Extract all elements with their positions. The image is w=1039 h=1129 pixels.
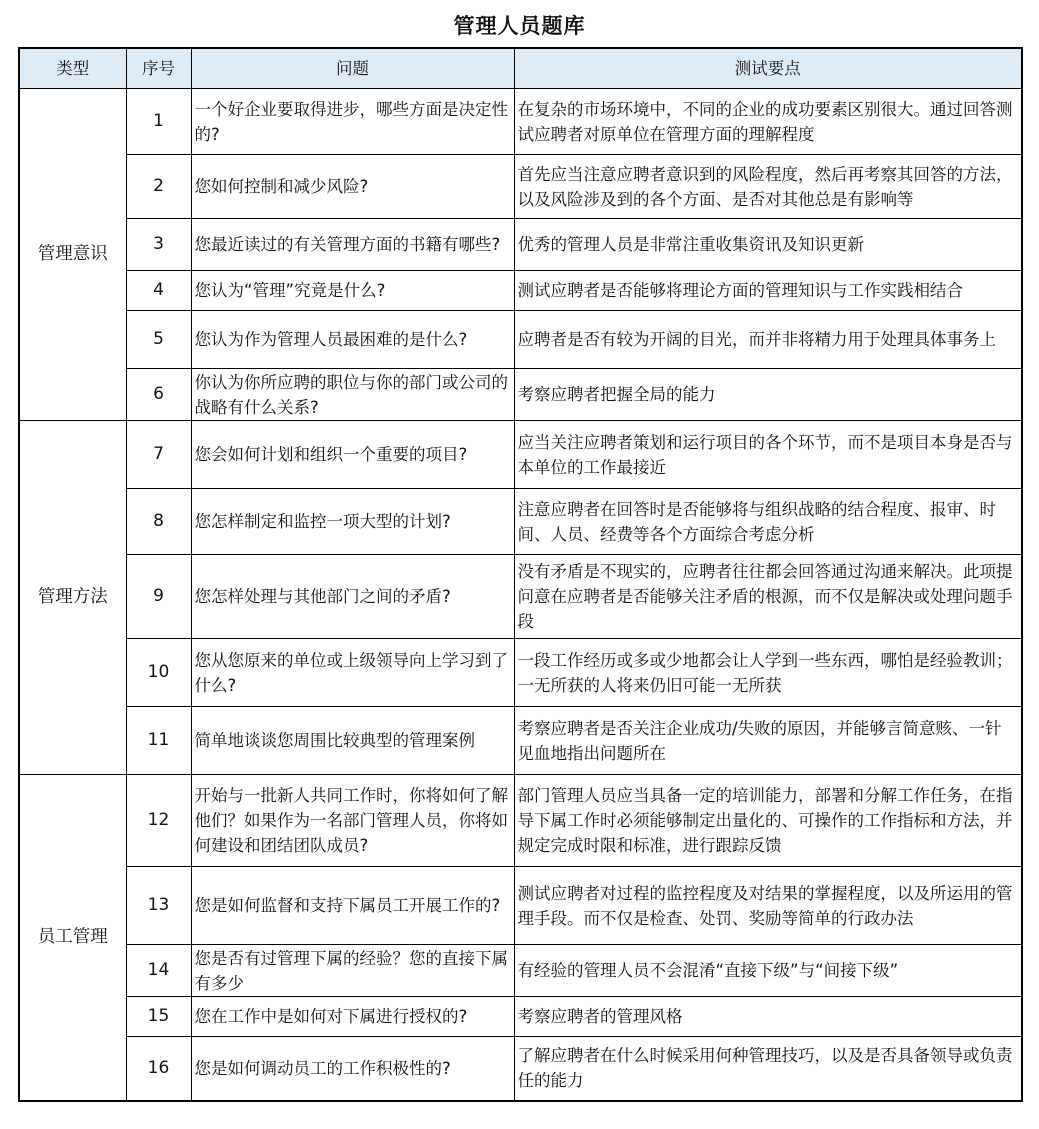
question-cell: 您怎样处理与其他部门之间的矛盾? bbox=[191, 555, 514, 639]
question-cell: 您在工作中是如何对下属进行授权的? bbox=[191, 997, 514, 1037]
test-point-cell: 考察应聘者是否关注企业成功/失败的原因，并能够言简意赅、一针见血地指出问题所在 bbox=[514, 707, 1022, 775]
row-number: 11 bbox=[126, 707, 191, 775]
question-bank-table bbox=[18, 47, 1023, 1102]
test-point-cell: 首先应当注意应聘者意识到的风险程度，然后再考察其回答的方法，以及风险涉及到的各个方面、是否对其他总是有影响等 bbox=[514, 155, 1022, 219]
row-number: 9 bbox=[126, 555, 191, 639]
page-title: 管理人员题库 bbox=[453, 14, 586, 38]
category-cell: 管理方法 bbox=[19, 421, 126, 775]
header-test-point: 测试要点 bbox=[514, 48, 1022, 89]
test-point-cell: 了解应聘者在什么时候采用何种管理技巧，以及是否具备领导或负责任的能力 bbox=[514, 1037, 1022, 1101]
table-row bbox=[19, 271, 1022, 311]
table-row bbox=[19, 1037, 1022, 1101]
question-cell: 你认为你所应聘的职位与你的部门或公司的战略有什么关系? bbox=[191, 369, 514, 421]
test-point-cell: 测试应聘者是否能够将理论方面的管理知识与工作实践相结合 bbox=[514, 271, 1022, 311]
test-point-cell: 应聘者是否有较为开阔的目光，而并非将精力用于处理具体事务上 bbox=[514, 311, 1022, 369]
row-number: 8 bbox=[126, 489, 191, 555]
row-number: 4 bbox=[126, 271, 191, 311]
question-cell: 您最近读过的有关管理方面的书籍有哪些? bbox=[191, 219, 514, 271]
question-cell: 开始与一批新人共同工作时，你将如何了解他们？如果作为一名部门管理人员，你将如何建设和团结团队成员? bbox=[191, 775, 514, 867]
table-row bbox=[19, 219, 1022, 271]
row-number: 6 bbox=[126, 369, 191, 421]
row-number: 10 bbox=[126, 639, 191, 707]
test-point-cell: 优秀的管理人员是非常注重收集资讯及知识更新 bbox=[514, 219, 1022, 271]
table-row bbox=[19, 89, 1022, 155]
question-cell: 您是如何调动员工的工作积极性的? bbox=[191, 1037, 514, 1101]
question-cell: 您怎样制定和监控一项大型的计划? bbox=[191, 489, 514, 555]
header-category: 类型 bbox=[19, 48, 126, 89]
table-row bbox=[19, 707, 1022, 775]
category-cell: 管理意识 bbox=[19, 89, 126, 421]
test-point-cell: 考察应聘者把握全局的能力 bbox=[514, 369, 1022, 421]
category-cell: 员工管理 bbox=[19, 775, 126, 1101]
test-point-cell: 部门管理人员应当具备一定的培训能力，部署和分解工作任务，在指导下属工作时必须能够制定出量化的、可操作的工作指标和方法，并规定完成时限和标准，进行跟踪反馈 bbox=[514, 775, 1022, 867]
header-question: 问题 bbox=[191, 48, 514, 89]
question-cell: 您是否有过管理下属的经验？您的直接下属有多少 bbox=[191, 945, 514, 997]
question-cell: 您如何控制和减少风险? bbox=[191, 155, 514, 219]
table-header-row bbox=[19, 48, 1022, 89]
question-cell: 一个好企业要取得进步，哪些方面是决定性的? bbox=[191, 89, 514, 155]
table-row bbox=[19, 945, 1022, 997]
question-cell: 您会如何计划和组织一个重要的项目? bbox=[191, 421, 514, 489]
row-number: 7 bbox=[126, 421, 191, 489]
row-number: 3 bbox=[126, 219, 191, 271]
question-cell: 您认为作为管理人员最困难的是什么? bbox=[191, 311, 514, 369]
table-row bbox=[19, 775, 1022, 867]
test-point-cell: 一段工作经历或多或少地都会让人学到一些东西，哪怕是经验教训；一无所获的人将来仍旧可能一无所获 bbox=[514, 639, 1022, 707]
row-number: 13 bbox=[126, 867, 191, 945]
table-row bbox=[19, 867, 1022, 945]
row-number: 16 bbox=[126, 1037, 191, 1101]
question-cell: 您认为“管理”究竟是什么? bbox=[191, 271, 514, 311]
question-cell: 简单地谈谈您周围比较典型的管理案例 bbox=[191, 707, 514, 775]
table-row bbox=[19, 369, 1022, 421]
test-point-cell: 注意应聘者在回答时是否能够将与组织战略的结合程度、报审、时间、人员、经费等各个方面综合考虑分析 bbox=[514, 489, 1022, 555]
header-number: 序号 bbox=[126, 48, 191, 89]
test-point-cell: 有经验的管理人员不会混淆“直接下级”与“间接下级” bbox=[514, 945, 1022, 997]
test-point-cell: 考察应聘者的管理风格 bbox=[514, 997, 1022, 1037]
table-row bbox=[19, 555, 1022, 639]
test-point-cell: 应当关注应聘者策划和运行项目的各个环节，而不是项目本身是否与本单位的工作最接近 bbox=[514, 421, 1022, 489]
table-row bbox=[19, 421, 1022, 489]
test-point-cell: 测试应聘者对过程的监控程度及对结果的掌握程度，以及所运用的管理手段。而不仅是检查、处罚、奖励等简单的行政办法 bbox=[514, 867, 1022, 945]
table-row bbox=[19, 489, 1022, 555]
table-row bbox=[19, 639, 1022, 707]
table-row bbox=[19, 311, 1022, 369]
row-number: 2 bbox=[126, 155, 191, 219]
question-cell: 您是如何监督和支持下属员工开展工作的? bbox=[191, 867, 514, 945]
row-number: 12 bbox=[126, 775, 191, 867]
test-point-cell: 在复杂的市场环境中，不同的企业的成功要素区别很大。通过回答测试应聘者对原单位在管理方面的理解程度 bbox=[514, 89, 1022, 155]
test-point-cell: 没有矛盾是不现实的，应聘者往往都会回答通过沟通来解决。此项提问意在应聘者是否能够关注矛盾的根源，而不仅是解决或处理问题手段 bbox=[514, 555, 1022, 639]
table-row bbox=[19, 997, 1022, 1037]
row-number: 15 bbox=[126, 997, 191, 1037]
row-number: 14 bbox=[126, 945, 191, 997]
table-row bbox=[19, 155, 1022, 219]
row-number: 1 bbox=[126, 89, 191, 155]
row-number: 5 bbox=[126, 311, 191, 369]
question-cell: 您从您原来的单位或上级领导向上学习到了什么? bbox=[191, 639, 514, 707]
